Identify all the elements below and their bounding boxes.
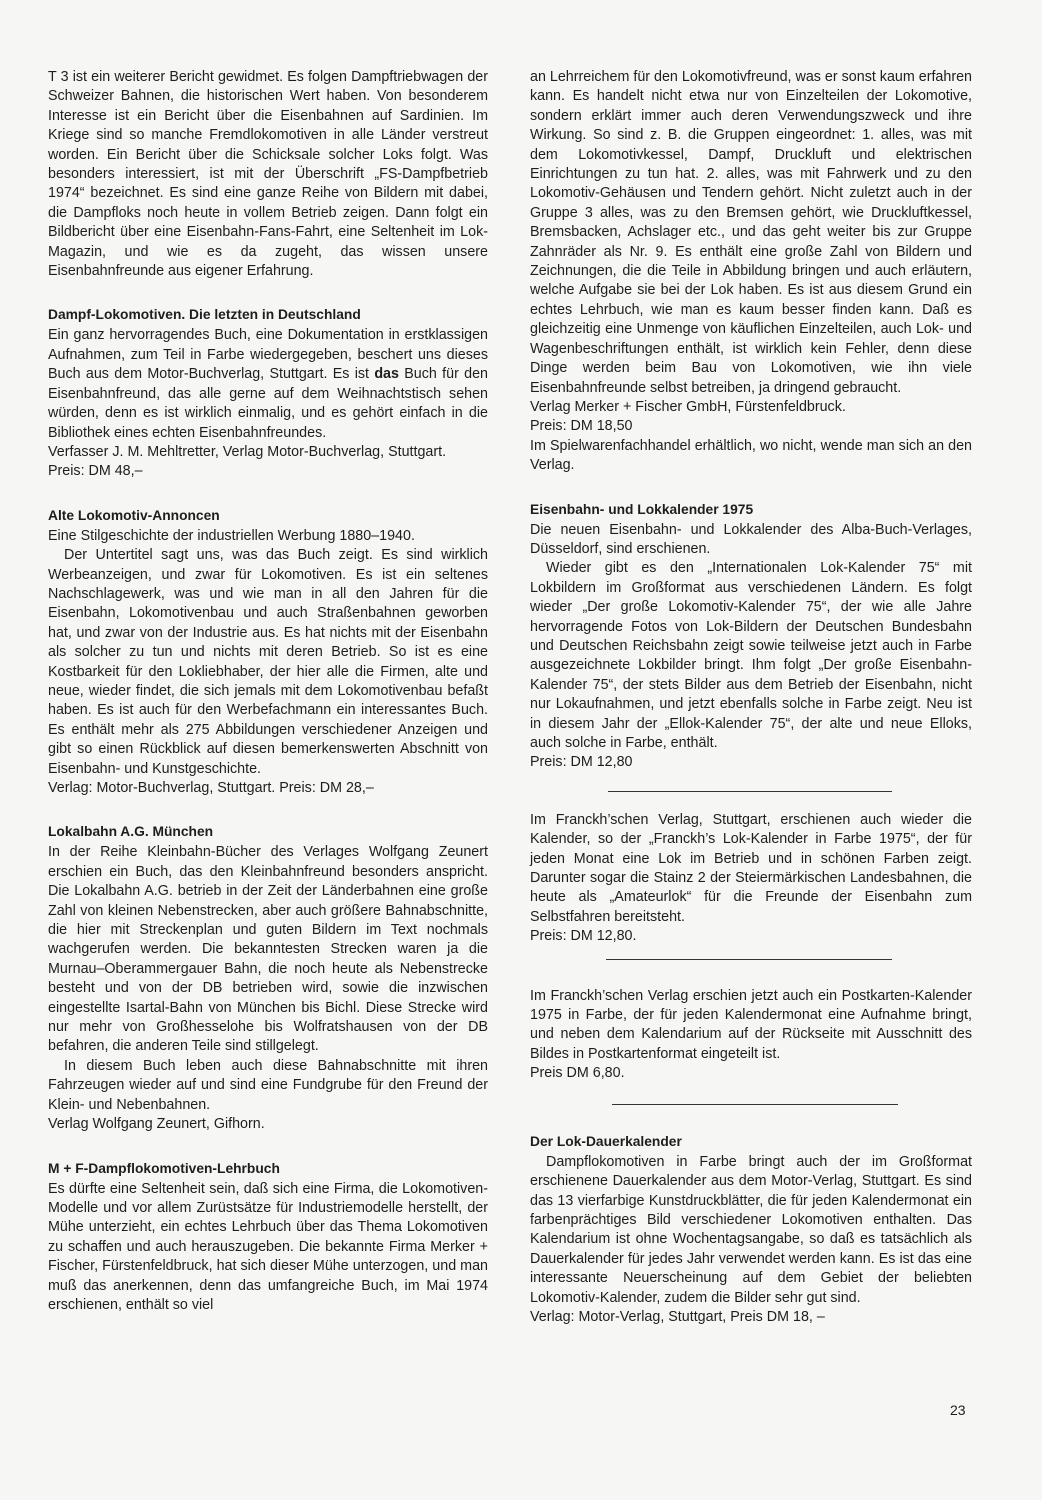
review-text: Der Untertitel sagt uns, was das Buch zeigt. Es sind wirklich Werbeanzeigen, und zwar für Lokomotiven. Es ist ein seltenes Nachschlagewerk, was und wie man in all den Jahren für die Eisenbahn, Lokomotivenbau und auch Straßenbahnen geworben hat, und zwar von der Industrie aus. Es hat nichts mit der Eisenbahn als solcher zu tun und nichts mit deren Betrieb. So ist es eine Kostbarkeit für den Lokliebhaber, der hier alle die Firmen, alte und neue, wieder findet, die sich jemals mit dem Lokomotivenbau befaßt haben. Es ist auch für den Werbefachmann ein interessantes Buch. Es enthält mehr als 275 Abbildungen verschiedener Anzeigen und gibt so einen Rückblick auf diesen bemerkenswerten Abschnitt von Eisenbahn- und Kunstgeschichte. (48, 547, 488, 777)
review-franckh-lok-kalender (530, 811, 972, 947)
publisher-line: Verlag Wolfgang Zeunert, Gifhorn. (48, 1116, 265, 1133)
price-line: Preis: DM 18,50 (530, 418, 633, 435)
right-column (530, 68, 972, 1327)
review-mf-lehrbuch (48, 1159, 488, 1316)
publisher-line: Verlag: Motor-Verlag, Stuttgart, Preis DM 18, – (530, 1308, 825, 1325)
review-text: Wieder gibt es den „Internationalen Lok-Kalender 75“ mit Lokbildern im Großformat aus verschiedenen Ländern. Es folgt wieder „Der große Lokomotiv-Kalender 75“, der wie alle Jahre hervorragende Fotos von Lok-Bildern der Deutschen Bundesbahn und Deutschen Reichsbahn zeigt sowie teilweise jetzt auch in Farbe ausgezeichnete Lokbilder bringt. Ihm folgt „Der große Eisenbahn-Kalender 75“, der stets Bilder aus dem Betrieb der Eisenbahn, nicht nur Lokaufnahmen, und jetzt ebenfalls solche in Farbe zeigt. Neu ist in diesem Jahr der „Ellok-Kalender 75“, der alte und neue Elloks, auch solche in Farbe, enthält. (530, 560, 972, 751)
review-text (48, 326, 488, 442)
section-title: Alte Lokomotiv-Annoncen (48, 507, 220, 523)
section-title: M + F-Dampflokomotiven-Lehrbuch (48, 1160, 280, 1176)
note-line: Im Spielwarenfachhandel erhältlich, wo nicht, wende man sich an den Verlag. (530, 437, 972, 474)
review-lokalbahn (48, 822, 488, 1134)
separator-line (608, 791, 892, 792)
left-column (48, 68, 488, 1315)
review-text: Die neuen Eisenbahn- und Lokkalender des Alba-Buch-Verlages, Düsseldorf, sind erschienen. (530, 521, 972, 557)
separator-wrap (530, 947, 972, 987)
review-text: In der Reihe Kleinbahn-Bücher des Verlages Wolfgang Zeunert erschien ein Buch, das den Kleinbahnfreund besonders anspricht. Die Lokalbahn A.G. betrieb in der Zeit der Länderbahnen eine große Zahl von kleinen Nebenstrecken, aber auch größere Bahnabschnitte, die hier mit Streckenplan und guten Bildern im Text nochmals wachgerufen werden. Die bekanntesten Strecken waren ja die Murnau–Oberammergauer Bahn, die noch heute als Nebenstrecke besteht und von der DB betrieben wird, sowie die inzwischen eingestellte Isartal-Bahn von München bis Bichl. Diese Strecke wird nur mehr von Großhesselohe bis Wolfratshausen von der DB befahren, die anderen Teile sind stillgelegt. (48, 844, 488, 1055)
review-text-continued: an Lehrreichem für den Lokomotivfreund, was er sonst kaum erfahren kann. Es handelt nicht etwa nur von Einzelteilen der Lokomotive, sondern erklärt immer auch deren Verwendungszweck und ihre Wirkung. So sind z. B. die Gruppen eingeordnet: 1. alles, was mit dem Lokomotivkessel, Dampf, Druckluft und elektrischen Einrichtungen zu tun hat. 2. alles, was mit Fahrwerk und zu den Lokomotiv-Gehäusen und Tendern gehört. Nicht zuletzt auch in der Gruppe 3 alles, was zu den Bremsen gehört, wie Druckluftkessel, Bremsbacken, Achslager etc., und das geht weiter bis zur Gruppe Zahnräder als Nr. 9. Es enthält eine große Zahl von Bildern und Zeichnungen, die die Teile in Abbildung bringen und auch erläutern, welche Aufgabe sie bei der Lok haben. Es ist aus diesem Grund ein echtes Lehrbuch, wie man es kaum besser finden kann. Daß es gleichzeitig eine Unmenge von käuflichen Einzelteilen, auch Lok- und Wagenbeschriftungen enthält, ist wirklich kein Fehler, denn diese Dinge werden beim Bau von Lokomotiven, wie ihn viele Eisenbahnfreunde selbst betreiben, ja dringend gebraucht. (530, 69, 972, 396)
intro-paragraph: T 3 ist ein weiterer Bericht gewidmet. Es folgen Dampftriebwagen der Schweizer Bahnen, die historischen Wert haben. Von besonderem Interesse ist ein Bericht über die Eisenbahnen auf Sardinien. Im Kriege sind so manche Fremdlokomotiven in alle Länder verstreut worden. Ein Bericht über die Schicksale solcher Loks folgt. Was besonders interessiert, ist mit der Überschrift „FS-Dampfbetrieb 1974“ bezeichnet. Es sind eine ganze Reihe von Bildern mit dabei, die Dampfloks noch heute in vollem Betrieb zeigen. Dann folgt ein Bildbericht über eine Eisenbahn-Fans-Fahrt, eine Seltenheit im Lok-Magazin, und wie es da zugeht, das wissen unsere Eisenbahnfreunde aus eigener Erfahrung. (48, 69, 488, 280)
review-lokkalender (530, 500, 972, 773)
subtitle-line: Eine Stilgeschichte der industriellen Werbung 1880–1940. (48, 527, 415, 544)
review-alte-lokomotiv-annoncen (48, 506, 488, 799)
review-lok-dauerkalender (530, 1132, 972, 1328)
separator-wrap (530, 1084, 972, 1120)
review-franckh-postkarten (530, 987, 972, 1084)
section-title: Dampf-Lokomotiven. Die letzten in Deutschland (48, 307, 361, 323)
review-text: Es dürfte eine Seltenheit sein, daß sich eine Firma, die Lokomotiven-Modelle und vor allem Zurüstsätze für Industriemodelle herstellt, der Mühe unterzieht, ein echtes Lehrbuch über das Thema Lokomotiven zu schaffen und auch herauszugeben. Die bekannte Firma Merker + Fischer, Fürstenfeldbruck, hat sich dieser Mühe unterzogen, und man muß das anerkennen, denn das umfangreiche Buch, im Mai 1974 erschienen, enthält so viel (48, 1180, 488, 1313)
section-title: Eisenbahn- und Lokkalender 1975 (530, 501, 754, 517)
price-line: Preis: DM 12,80 (530, 754, 633, 771)
review-dampf-lokomotiven (48, 305, 488, 481)
separator-line (606, 959, 892, 960)
page-number: 23 (950, 1402, 966, 1418)
section-title: Lokalbahn A.G. München (48, 824, 214, 840)
price-line: Preis DM 6,80. (530, 1065, 625, 1082)
review-text: Dampflokomotiven in Farbe bringt auch der im Großformat erschienene Dauerkalender aus dem Motor-Verlag, Stuttgart. Es sind das 13 vierfarbige Kunstdruckblätter, die für jeden Kalendermonat ein farbenprächtiges Bild verschiedener Lokomotiven enthalten. Das Kalendarium ist ohne Wochentagsangabe, so daß es tatsächlich als Dauerkalender für jedes Jahr verwendet werden kann. Es ist das eine interessante Neuerscheinung auf dem Gebiet der beliebten Lokomotiv-Kalender, zudem die Bilder sehr gut sind. (530, 1153, 972, 1306)
author-line: Verfasser J. M. Mehltretter, Verlag Motor-Buchverlag, Stuttgart. (48, 443, 447, 460)
separator-line (612, 1104, 898, 1105)
section-title: Der Lok-Dauerkalender (530, 1133, 682, 1149)
emphasis: das (374, 366, 399, 383)
price-line: Preis: DM 48,– (48, 463, 143, 480)
review-text: Im Franckh’schen Verlag erschien jetzt auch ein Postkarten-Kalender 1975 in Farbe, der für jeden Kalendermonat eine Aufnahme bringt, und neben dem Kalendarium auf der Rückseite mit Ausschnitt des Bildes in Postkartenformat eingeteilt ist. (530, 987, 972, 1062)
review-text: In diesem Buch leben auch diese Bahnabschnitte mit ihren Fahrzeugen wieder auf und sind eine Fundgrube für den Freund der Klein- und Nebenbahnen. (48, 1057, 488, 1113)
publisher-line: Verlag Merker + Fischer GmbH, Fürstenfeldbruck. (530, 398, 846, 415)
text-run: Buch für den Eisenbahnfreund, das alle gerne auf dem Weihnachtstisch sehen würden, denn es ist wirklich einmalig, und es gehört einfach in die Bibliothek eines echten Eisenbahnfreundes. (48, 366, 488, 441)
price-line: Preis: DM 12,80. (530, 928, 637, 945)
separator-wrap (530, 777, 972, 811)
publisher-line: Verlag: Motor-Buchverlag, Stuttgart. Preis: DM 28,– (48, 780, 374, 796)
text-run: Ein ganz hervorragendes Buch, eine Dokumentation in erstklassigen Aufnahmen, zum Teil in Farbe wiedergegeben, beschert uns dieses Buch aus dem Motor-Buchverlag, Stuttgart. Es ist (48, 327, 488, 383)
review-text: Im Franckh’schen Verlag, Stuttgart, erschienen auch wieder die Kalender, so der „Franckh’s Lok-Kalender in Farbe 1975“, der für jeden Monat eine Lok im Betrieb und in schönen Farben zeigt. Darunter sogar die Stainz 2 der Steiermärkischen Landesbahnen, die heute als „Amateurlok“ für die Freunde der Eisenbahn zum Selbstfahren bereitsteht. (530, 811, 972, 925)
